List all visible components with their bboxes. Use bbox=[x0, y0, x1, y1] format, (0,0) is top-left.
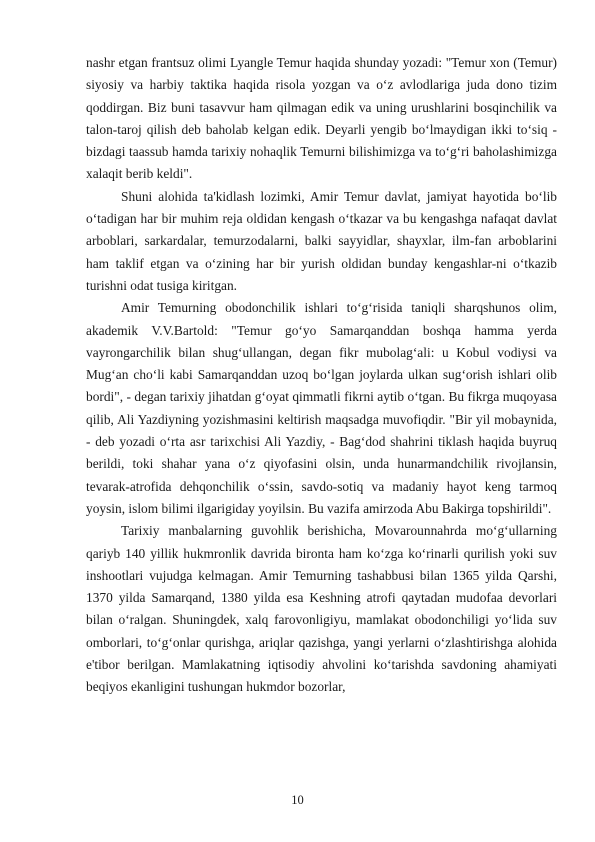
page-number: 10 bbox=[291, 793, 304, 807]
document-page bbox=[86, 52, 557, 699]
paragraph-4: Tarixiy manbalarning guvohlik berishicha, Movarounnahrda mo‘g‘ullarning qariyb 140 yillik hukmronlik davrida bironta ham ko‘zga ko‘rinarli qurilish yoki suv inshootlari vujudga kelmagan. Amir Temurning tashabbusi bilan 1365 yilda Qarshi, 1370 yilda Samarqand, 1380 yilda esa Keshning atrofi qaytadan mudofaa devorlari bilan o‘ralgan. Shuningdek, xalq farovonligiyu, mamlakat obodonchiligi yo‘lida suv omborlari, to‘g‘onlar qurishga, ariqlar qazishga, yangi yerlarni o‘zlashtirishga alohida e'tibor berilgan. Mamlakatning iqtisodiy ahvolini ko‘tarishda savdoning ahamiyati beqiyos ekanligini tushungan hukmdor bozorlar, bbox=[86, 523, 557, 695]
paragraph-2: Shuni alohida ta'kidlash lozimki, Amir Temur davlat, jamiyat hayotida bo‘lib o‘tadigan har bir muhim reja oldidan kengash o‘tkazar va bu kengashga nafaqat davlat arboblari, sarkardalar, temurzodalarni, balki sayyidlar, shayxlar, ilm-fan arboblarini ham taklif etgan va o‘zining har bir yurish oldidan bunday kengashlar-ni o‘tkazib turishni odat tusiga kiritgan. bbox=[86, 188, 557, 293]
paragraph-1: nashr etgan frantsuz olimi Lyangle Temur haqida shunday yozadi: "Temur xon (Temur) siyosiy va harbiy taktika haqida risola yozgan va o‘z avlodlariga juda dono tizim qoddirgan. Biz buni tasavvur ham qilmagan edik va uning urushlarini bosqinchilik va talon-taroj qilish deb baholab kelgan edik. Deyarli yengib bo‘lmaydigan ikki to‘siq - bizdagi taassub hamda tarixiy nohaqlik Temurni bilishimizga va to‘g‘ri baholashimizga xalaqit berib keldi". bbox=[86, 55, 557, 182]
paragraph-3: Amir Temurning obodonchilik ishlari to‘g‘risida taniqli sharqshunos olim, akademik V.V.Bartold: "Temur go‘yo Samarqanddan boshqa hamma yerda vayrongarchilik bilan shug‘ullangan, degan fikr mubolag‘ali: u Kobul vodiysi va Mug‘an cho‘li kabi Samarqanddan uzoq bo‘lgan joylarda ulkan sug‘orish ishlari olib bordi", - degan tarixiy jihatdan g‘oyat qimmatli fikrni aytib o‘tgan. Bu fikrga muqoyasa qilib, Ali Yazdiyning yozishmasini keltirish maqsadga muvofiqdir. "Bir yil mobaynida, - deb yozadi o‘rta asr tarixchisi Ali Yazdiy, - Bag‘dod shahrini tiklash haqida buyruq berildi, toki shahar yana o‘z qiyofasini olsin, unda hunarmandchilik rivojlansin, tevarak-atrofida dehqonchilik o‘ssin, savdo-sotiq va madaniy hayot keng tarmoq yoysin, islom bilimi ilgarigiday yoyilsin. Bu vazifa amirzoda Abu Bakirga topshirildi". bbox=[86, 300, 557, 516]
